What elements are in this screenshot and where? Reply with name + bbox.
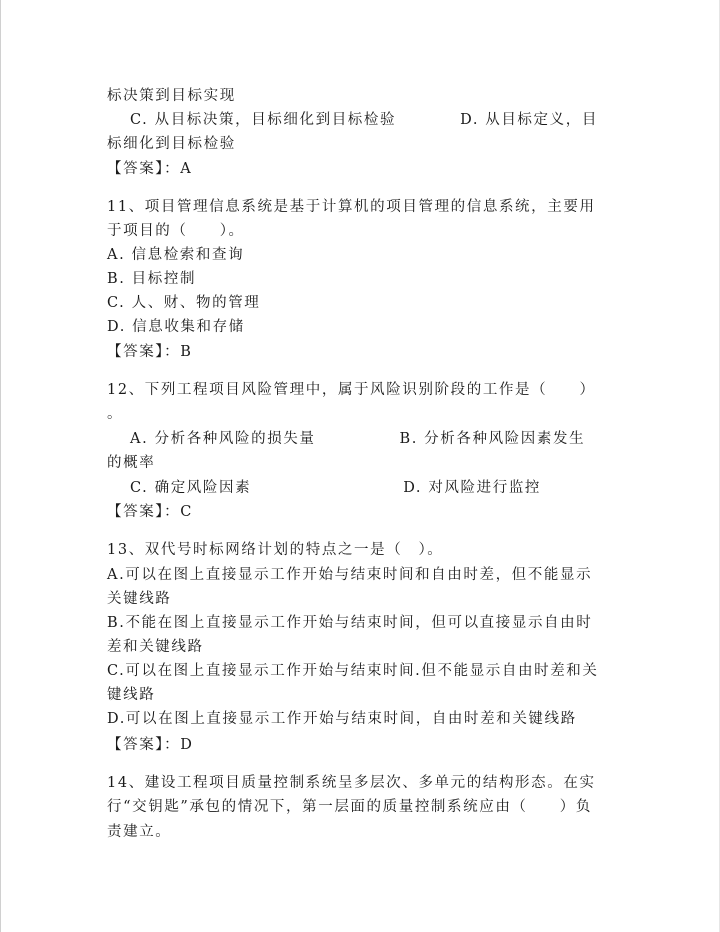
q14-stem-line3: 责建立。 (107, 824, 172, 840)
q12-answer: 【答案】：C (107, 504, 193, 520)
q14-stem-line2: 行“交钥匙”承包的情况下，第一层面的质量控制系统应由（ ）负 (107, 799, 592, 815)
q12-stem-line1: 12、下列工程项目风险管理中，属于风险识别阶段的工作是（ ） (107, 382, 596, 398)
q13-answer: 【答案】：D (107, 737, 194, 753)
q11-option-b: B. 目标控制 (107, 271, 197, 287)
q13-option-d: D.可以在图上直接显示工作开始与结束时间，自由时差和关键线路 (107, 711, 577, 727)
prev-option-row (130, 108, 598, 132)
q13-option-b-line2: 差和关键线路 (107, 639, 204, 655)
q11-stem-line1: 11、项目管理信息系统是基于计算机的项目管理的信息系统，主要用 (107, 199, 596, 215)
q11-option-d: D. 信息收集和存储 (107, 319, 245, 335)
q11-stem-line2: 于项目的（ ）。 (107, 223, 245, 239)
q12-option-row-ab (130, 427, 585, 451)
prev-option-d-continuation: 标细化到目标检验 (107, 136, 236, 152)
q13-option-a-line1: A.可以在图上直接显示工作开始与结束时间和自由时差，但不能显示 (107, 567, 593, 583)
q13-option-c-line2: 键线路 (107, 687, 156, 703)
q13-option-c-line1: C.可以在图上直接显示工作开始与结束时间.但不能显示自由时差和关 (107, 663, 599, 679)
prev-option-d: D. 从目标定义，目 (460, 112, 598, 128)
q14-stem-line1: 14、建设工程项目质量控制系统呈多层次、多单元的结构形态。在实 (107, 775, 596, 791)
prev-option-c: C. 从目标决策，目标细化到目标检验 (130, 112, 397, 128)
q12-option-b-continuation: 的概率 (107, 455, 156, 471)
q13-option-a-line2: 关键线路 (107, 591, 172, 607)
q12-option-row-cd (130, 476, 541, 500)
q11-answer: 【答案】：B (107, 344, 193, 360)
q12-option-a: A. 分析各种风险的损失量 (130, 431, 316, 447)
q13-option-b-line1: B.不能在图上直接显示工作开始与结束时间，但可以直接显示自由时 (107, 615, 593, 631)
prev-answer: 【答案】：A (107, 161, 193, 177)
q12-option-b: B. 分析各种风险因素发生 (399, 431, 586, 447)
q11-option-c: C. 人、财、物的管理 (107, 295, 261, 311)
prev-option-continuation: 标决策到目标实现 (107, 88, 236, 104)
q12-option-c: C. 确定风险因素 (130, 480, 252, 496)
q13-stem: 13、双代号时标网络计划的特点之一是（ ）。 (107, 542, 444, 558)
q11-option-a: A. 信息检索和查询 (107, 247, 245, 263)
q12-option-d: D. 对风险进行监控 (403, 480, 542, 496)
q12-stem-line2: 。 (107, 406, 124, 422)
